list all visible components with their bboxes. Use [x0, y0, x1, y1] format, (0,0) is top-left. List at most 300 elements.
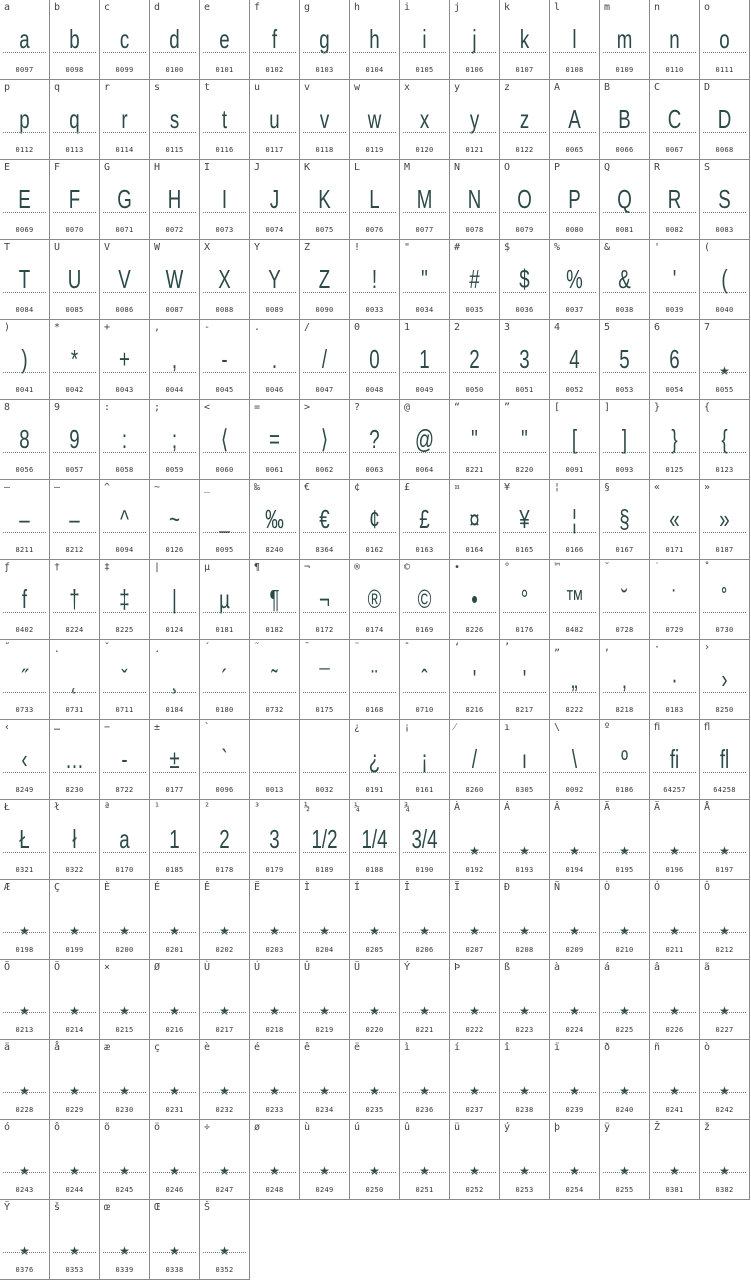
glyph-char-code: 0118 — [315, 146, 334, 154]
glyph-cell — [450, 80, 500, 160]
glyph-cell — [650, 240, 700, 320]
baseline-divider — [703, 132, 746, 133]
glyph-sample: p — [19, 104, 30, 134]
glyph-sample: O — [517, 184, 532, 214]
baseline-divider — [703, 612, 746, 613]
glyph-cell — [500, 80, 550, 160]
glyph-cell — [450, 400, 500, 480]
glyph-cell — [250, 720, 300, 800]
glyph-cell-label: Å — [704, 802, 711, 813]
glyph-char-code: 0305 — [515, 786, 534, 794]
baseline-divider — [603, 692, 646, 693]
glyph-cell-label: à — [554, 962, 561, 973]
glyph-char-code: 0248 — [265, 1186, 284, 1194]
glyph-sample: f — [21, 584, 28, 614]
glyph-sample: ™ — [565, 584, 584, 614]
glyph-cell-label: ı — [504, 722, 511, 733]
glyph-cell — [350, 1040, 400, 1120]
glyph-sample: Ł — [19, 824, 30, 854]
glyph-sample: © — [417, 584, 432, 614]
glyph-sample: a — [119, 824, 130, 854]
glyph-char-code: 0062 — [315, 466, 334, 474]
glyph-char-code: 0066 — [615, 146, 634, 154]
baseline-divider — [653, 452, 696, 453]
baseline-divider — [203, 1252, 246, 1253]
glyph-cell — [700, 1120, 750, 1200]
glyph-sample: f — [271, 24, 278, 54]
glyph-sample: # — [469, 264, 480, 294]
glyph-sample: ' — [522, 664, 527, 694]
glyph-cell — [50, 400, 100, 480]
glyph-sample: & — [618, 264, 631, 294]
glyph-char-code: 0039 — [665, 306, 684, 314]
baseline-divider — [3, 132, 46, 133]
baseline-divider — [203, 452, 246, 453]
glyph-cell — [700, 720, 750, 800]
glyph-cell-label: ž — [704, 1122, 711, 1133]
missing-glyph-star-icon: ★ — [119, 924, 130, 938]
glyph-cell — [650, 800, 700, 880]
glyph-sample: ˆ — [421, 664, 428, 694]
baseline-divider — [3, 292, 46, 293]
baseline-divider — [53, 932, 96, 933]
glyph-cell-label: Õ — [4, 962, 11, 973]
baseline-divider — [153, 292, 196, 293]
glyph-sample: C — [667, 104, 682, 134]
missing-glyph-star-icon: ★ — [419, 1084, 430, 1098]
glyph-cell — [350, 0, 400, 80]
glyph-sample: £ — [419, 504, 430, 534]
glyph-sample — [307, 744, 342, 780]
glyph-sample: \ — [571, 744, 578, 774]
glyph-cell — [400, 960, 450, 1040]
baseline-divider — [653, 212, 696, 213]
glyph-cell-label: R — [654, 162, 661, 173]
glyph-char-code: 8217 — [515, 706, 534, 714]
baseline-divider — [303, 772, 346, 773]
glyph-cell-label: ¥ — [504, 482, 511, 493]
glyph-sample: 5 — [619, 344, 630, 374]
baseline-divider — [453, 132, 496, 133]
baseline-divider — [353, 292, 396, 293]
baseline-divider — [653, 132, 696, 133]
glyph-cell — [300, 640, 350, 720]
baseline-divider — [503, 452, 546, 453]
glyph-char-code: 0198 — [15, 946, 34, 954]
glyph-sample: 1 — [419, 344, 430, 374]
glyph-sample: U — [67, 264, 82, 294]
glyph-cell — [400, 560, 450, 640]
glyph-cell — [650, 320, 700, 400]
glyph-cell-label: f — [254, 2, 261, 13]
glyph-cell — [100, 80, 150, 160]
missing-glyph-star-icon: ★ — [519, 1084, 530, 1098]
baseline-divider — [203, 852, 246, 853]
glyph-cell — [50, 1120, 100, 1200]
baseline-divider — [53, 452, 96, 453]
glyph-sample: D — [717, 104, 732, 134]
glyph-char-code: 0246 — [165, 1186, 184, 1194]
glyph-char-code: 0086 — [115, 306, 134, 314]
glyph-cell — [0, 480, 50, 560]
glyph-char-code: 0187 — [715, 546, 734, 554]
glyph-sample: L — [369, 184, 380, 214]
glyph-char-code: 0052 — [565, 386, 584, 394]
baseline-divider — [303, 372, 346, 373]
glyph-sample: M — [416, 184, 433, 214]
baseline-divider — [403, 52, 446, 53]
glyph-sample: ' — [672, 264, 677, 294]
baseline-divider — [303, 452, 346, 453]
baseline-divider — [153, 132, 196, 133]
glyph-cell-label: ¤ — [454, 482, 461, 493]
glyph-cell — [0, 0, 50, 80]
glyph-char-code: 0235 — [365, 1106, 384, 1114]
baseline-divider — [353, 1012, 396, 1013]
glyph-cell — [100, 0, 150, 80]
glyph-char-code: 0165 — [515, 546, 534, 554]
glyph-cell-label: ! — [354, 242, 361, 253]
glyph-char-code: 0110 — [665, 66, 684, 74]
glyph-cell — [350, 720, 400, 800]
missing-glyph-star-icon: ★ — [319, 924, 330, 938]
glyph-cell-label: ˇ — [104, 642, 111, 653]
glyph-cell-label: ð — [604, 1042, 611, 1053]
glyph-cell — [0, 880, 50, 960]
glyph-cell — [50, 640, 100, 720]
glyph-cell-label: Ä — [654, 802, 661, 813]
glyph-cell — [100, 160, 150, 240]
glyph-cell-label: É — [154, 882, 161, 893]
glyph-char-code: 0223 — [515, 1026, 534, 1034]
glyph-cell — [100, 240, 150, 320]
glyph-cell-label: % — [554, 242, 561, 253]
missing-glyph-star-icon: ★ — [269, 1084, 280, 1098]
glyph-sample: ˝ — [21, 664, 28, 694]
glyph-cell — [400, 480, 450, 560]
glyph-cell-label: 6 — [654, 322, 661, 333]
glyph-char-code: 0077 — [415, 226, 434, 234]
glyph-char-code: 0252 — [465, 1186, 484, 1194]
baseline-divider — [153, 932, 196, 933]
glyph-sample: ~ — [169, 504, 180, 534]
glyph-cell — [600, 1040, 650, 1120]
baseline-divider — [403, 532, 446, 533]
glyph-cell-label: : — [104, 402, 111, 413]
glyph-cell — [650, 960, 700, 1040]
glyph-char-code: 0179 — [265, 866, 284, 874]
glyph-cell-label: Í — [354, 882, 361, 893]
baseline-divider — [453, 772, 496, 773]
glyph-cell — [150, 560, 200, 640]
missing-glyph-star-icon: ★ — [319, 1004, 330, 1018]
glyph-cell — [600, 400, 650, 480]
baseline-divider — [303, 52, 346, 53]
baseline-divider — [203, 292, 246, 293]
baseline-divider — [3, 372, 46, 373]
glyph-cell — [200, 720, 250, 800]
glyph-cell-label: Ì — [304, 882, 311, 893]
glyph-char-code: 0068 — [715, 146, 734, 154]
glyph-cell-label: $ — [504, 242, 511, 253]
baseline-divider — [653, 932, 696, 933]
glyph-sample: ⟩ — [320, 424, 329, 454]
glyph-char-code: 0124 — [165, 626, 184, 634]
missing-glyph-star-icon: ★ — [669, 924, 680, 938]
glyph-cell — [650, 720, 700, 800]
glyph-char-code: 0044 — [165, 386, 184, 394]
glyph-char-code: 0097 — [15, 66, 34, 74]
glyph-sample: . — [271, 344, 278, 374]
glyph-char-code: 0208 — [515, 946, 534, 954]
glyph-char-code: 64258 — [713, 786, 736, 794]
glyph-char-code: 64257 — [663, 786, 686, 794]
glyph-sample: ; — [171, 424, 178, 454]
glyph-cell-label: M — [404, 162, 411, 173]
glyph-cell-label: ù — [304, 1122, 311, 1133]
baseline-divider — [553, 1172, 596, 1173]
baseline-divider — [103, 132, 146, 133]
baseline-divider — [453, 1012, 496, 1013]
glyph-sample: › — [721, 664, 728, 694]
glyph-char-code: 0032 — [315, 786, 334, 794]
glyph-cell — [600, 880, 650, 960]
glyph-cell-label: Ÿ — [4, 1202, 11, 1213]
baseline-divider — [303, 612, 346, 613]
baseline-divider — [603, 772, 646, 773]
glyph-sample: ˚ — [721, 584, 728, 614]
missing-glyph-star-icon: ★ — [469, 1004, 480, 1018]
glyph-char-code: 0078 — [465, 226, 484, 234]
glyph-cell-label: ‘ — [454, 642, 461, 653]
missing-glyph-star-icon: ★ — [719, 1004, 730, 1018]
baseline-divider — [103, 452, 146, 453]
glyph-cell — [450, 320, 500, 400]
baseline-divider — [303, 132, 346, 133]
glyph-sample: E — [18, 184, 31, 214]
glyph-sample: z — [519, 104, 530, 134]
glyph-char-code: 8482 — [565, 626, 584, 634]
glyph-cell — [300, 1120, 350, 1200]
glyph-cell — [550, 160, 600, 240]
glyph-cell-label: ¯ — [304, 642, 311, 653]
glyph-sample: w — [367, 104, 382, 134]
glyph-sample: ‚ — [622, 664, 627, 694]
glyph-cell — [150, 960, 200, 1040]
glyph-cell-label: o — [704, 2, 711, 13]
glyph-char-code: 0041 — [15, 386, 34, 394]
glyph-cell-label: J — [254, 162, 261, 173]
missing-glyph-star-icon: ★ — [169, 924, 180, 938]
glyph-cell — [550, 1120, 600, 1200]
glyph-cell — [300, 80, 350, 160]
glyph-cell — [300, 160, 350, 240]
baseline-divider — [153, 692, 196, 693]
glyph-cell-label: ñ — [654, 1042, 661, 1053]
glyph-char-code: 8225 — [115, 626, 134, 634]
glyph-cell-label: d — [154, 2, 161, 13]
glyph-cell-label: H — [154, 162, 161, 173]
glyph-cell-label: X — [204, 242, 211, 253]
glyph-cell — [100, 320, 150, 400]
glyph-char-code: 0217 — [215, 1026, 234, 1034]
glyph-char-code: 0167 — [615, 546, 634, 554]
glyph-sample: ˇ — [121, 664, 128, 694]
glyph-char-code: 0711 — [115, 706, 134, 714]
baseline-divider — [503, 372, 546, 373]
baseline-divider — [403, 1172, 446, 1173]
glyph-cell — [0, 1040, 50, 1120]
glyph-char-code: 8226 — [465, 626, 484, 634]
glyph-char-code: 0186 — [615, 786, 634, 794]
glyph-char-code: 0220 — [365, 1026, 384, 1034]
missing-glyph-star-icon: ★ — [519, 844, 530, 858]
glyph-cell-label: ⁄ — [454, 722, 456, 733]
glyph-cell-label: c — [104, 2, 111, 13]
baseline-divider — [3, 52, 46, 53]
glyph-sample: B — [618, 104, 631, 134]
glyph-cell — [350, 400, 400, 480]
glyph-cell — [650, 80, 700, 160]
glyph-char-code: 0071 — [115, 226, 134, 234]
glyph-sample: ¸ — [171, 664, 178, 694]
missing-glyph-star-icon: ★ — [369, 1084, 380, 1098]
glyph-char-code: 0069 — [15, 226, 34, 234]
glyph-char-code: 0176 — [515, 626, 534, 634]
baseline-divider — [353, 772, 396, 773]
glyph-cell-label: 1 — [404, 322, 411, 333]
glyph-cell-label: Y — [254, 242, 261, 253]
glyph-char-code: 0103 — [315, 66, 334, 74]
baseline-divider — [653, 1092, 696, 1093]
glyph-cell-label: 0 — [354, 322, 361, 333]
glyph-cell — [600, 800, 650, 880]
baseline-divider — [53, 52, 96, 53]
glyph-cell-label: q — [54, 82, 61, 93]
glyph-sample: " — [521, 424, 528, 454]
glyph-char-code: 0056 — [15, 466, 34, 474]
glyph-cell — [700, 400, 750, 480]
glyph-cell-label: Ž — [654, 1122, 661, 1133]
glyph-char-code: 0177 — [165, 786, 184, 794]
baseline-divider — [3, 772, 46, 773]
glyph-sample: j — [472, 24, 477, 54]
glyph-cell-label: i — [404, 2, 411, 13]
glyph-cell-label: ' — [654, 242, 661, 253]
glyph-cell — [100, 880, 150, 960]
glyph-char-code: 8722 — [115, 786, 134, 794]
baseline-divider — [553, 1092, 596, 1093]
glyph-cell — [50, 1040, 100, 1120]
glyph-cell-label: s — [154, 82, 161, 93]
glyph-cell — [150, 800, 200, 880]
glyph-sample: : — [121, 424, 128, 454]
glyph-cell — [50, 560, 100, 640]
missing-glyph-star-icon: ★ — [69, 1164, 80, 1178]
glyph-char-code: 0049 — [415, 386, 434, 394]
glyph-char-code: 0202 — [215, 946, 234, 954]
glyph-cell — [650, 1040, 700, 1120]
glyph-cell — [300, 0, 350, 80]
glyph-cell — [650, 1120, 700, 1200]
missing-glyph-star-icon: ★ — [69, 1084, 80, 1098]
glyph-cell-label: „ — [554, 642, 561, 653]
baseline-divider — [453, 852, 496, 853]
glyph-sample: ‹ — [21, 744, 28, 774]
glyph-char-code: 0244 — [65, 1186, 84, 1194]
glyph-cell-label: œ — [104, 1202, 111, 1213]
glyph-sample: X — [218, 264, 231, 294]
glyph-cell — [700, 560, 750, 640]
glyph-cell-label: C — [654, 82, 661, 93]
glyph-cell-label: ø — [254, 1122, 261, 1133]
glyph-char-code: 0207 — [465, 946, 484, 954]
glyph-char-code: 0199 — [65, 946, 84, 954]
glyph-char-code: 0174 — [365, 626, 384, 634]
glyph-sample: v — [319, 104, 330, 134]
glyph-sample: 8 — [19, 424, 30, 454]
baseline-divider — [3, 532, 46, 533]
glyph-sample: ] — [621, 424, 628, 454]
glyph-char-code: 0047 — [315, 386, 334, 394]
glyph-cell-label: U — [54, 242, 61, 253]
glyph-char-code: 0100 — [165, 66, 184, 74]
missing-glyph-star-icon: ★ — [69, 924, 80, 938]
glyph-cell — [350, 560, 400, 640]
glyph-char-code: 0731 — [65, 706, 84, 714]
glyph-sample: k — [519, 24, 530, 54]
glyph-cell-label: … — [54, 722, 61, 733]
baseline-divider — [103, 852, 146, 853]
glyph-cell — [250, 0, 300, 80]
baseline-divider — [103, 1172, 146, 1173]
baseline-divider — [553, 372, 596, 373]
glyph-char-code: 0201 — [165, 946, 184, 954]
baseline-divider — [403, 612, 446, 613]
baseline-divider — [353, 212, 396, 213]
glyph-char-code: 8230 — [65, 786, 84, 794]
baseline-divider — [203, 52, 246, 53]
glyph-char-code: 0222 — [465, 1026, 484, 1034]
glyph-cell — [200, 1200, 250, 1280]
glyph-cell-label: û — [404, 1122, 411, 1133]
glyph-sample: / — [321, 344, 328, 374]
glyph-cell — [200, 0, 250, 80]
glyph-cell — [100, 720, 150, 800]
missing-glyph-star-icon: ★ — [569, 1004, 580, 1018]
glyph-cell — [150, 240, 200, 320]
baseline-divider — [453, 292, 496, 293]
baseline-divider — [253, 1172, 296, 1173]
glyph-char-code: 8211 — [15, 546, 34, 554]
glyph-cell — [100, 800, 150, 880]
baseline-divider — [253, 612, 296, 613]
glyph-cell — [200, 80, 250, 160]
baseline-divider — [503, 1092, 546, 1093]
glyph-cell — [450, 720, 500, 800]
glyph-char-code: 0210 — [615, 946, 634, 954]
glyph-cell-label: Ë — [254, 882, 261, 893]
baseline-divider — [153, 1092, 196, 1093]
glyph-char-code: 0376 — [15, 1266, 34, 1274]
glyph-char-code: 0231 — [165, 1106, 184, 1114]
glyph-cell-label: " — [404, 242, 411, 253]
glyph-char-code: 0013 — [265, 786, 284, 794]
glyph-sample: » — [719, 504, 730, 534]
glyph-cell-label: Ú — [254, 962, 261, 973]
missing-glyph-star-icon: ★ — [619, 1084, 630, 1098]
baseline-divider — [703, 1012, 746, 1013]
